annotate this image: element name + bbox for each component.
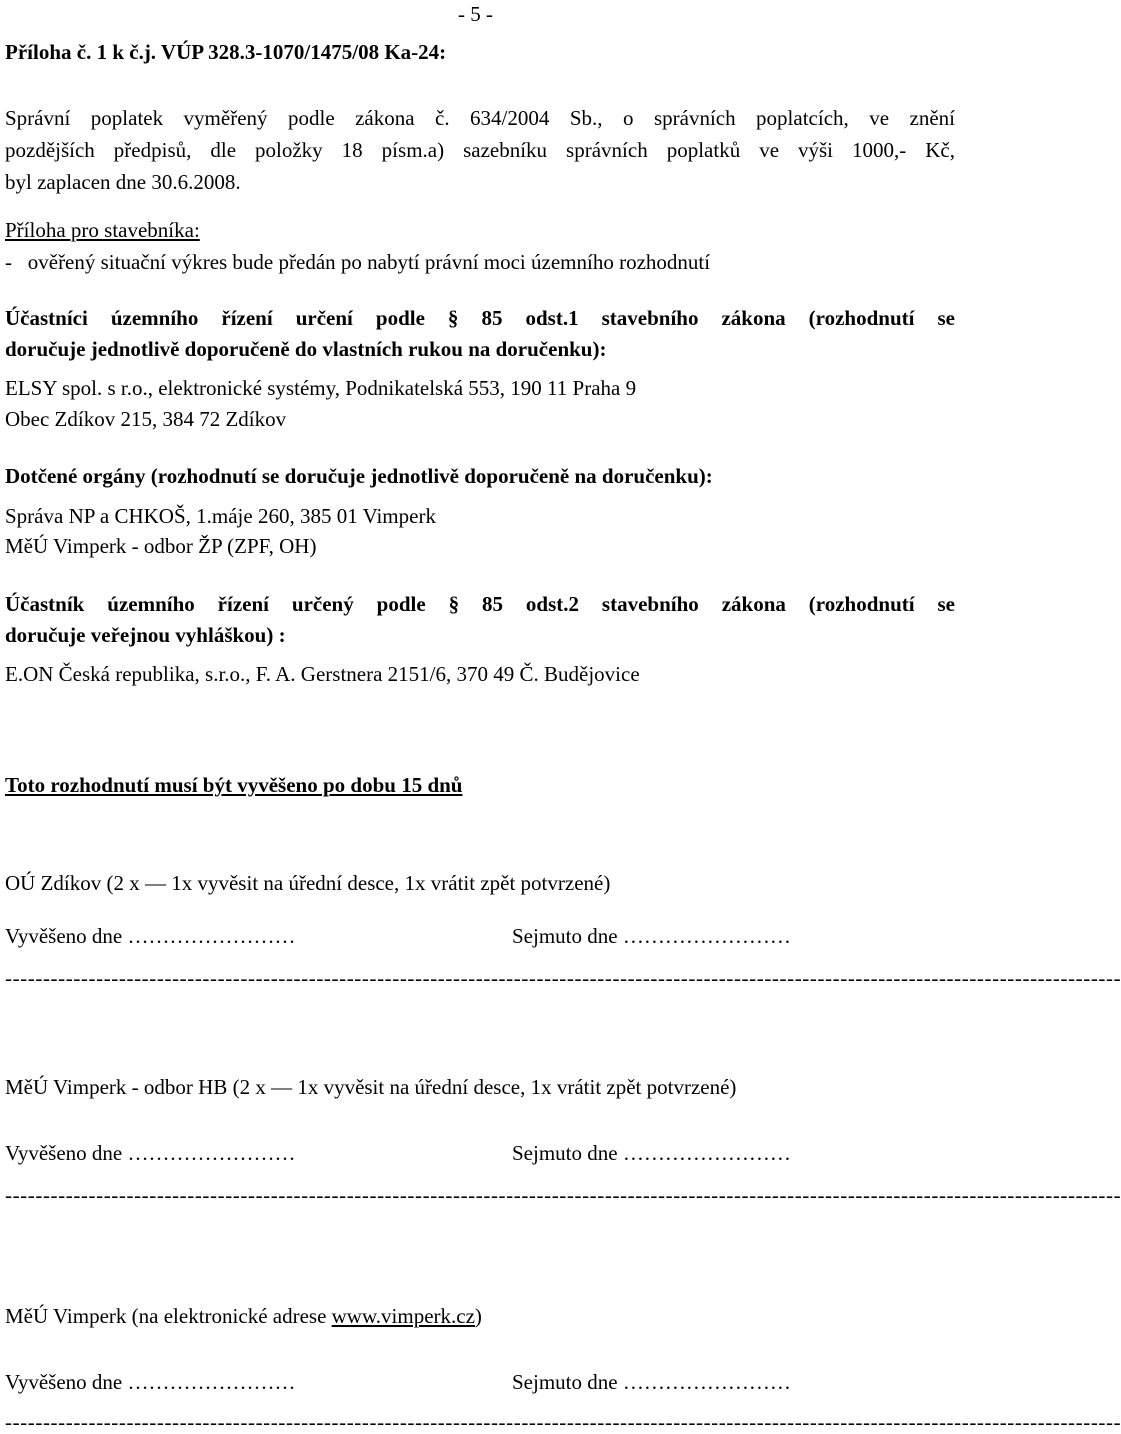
participant-obec-zdikov: Obec Zdíkov 215, 384 72 Zdíkov bbox=[5, 407, 287, 431]
posted-date-field: Vyvěšeno dne …………………… bbox=[5, 1141, 296, 1165]
participants-2-heading-line-1: Účastník územního řízení určený podle § 85 odst.2 stavebního zákona (rozhodnutí se bbox=[5, 592, 955, 616]
participants-2-heading-line-2: doručuje veřejnou vyhláškou) : bbox=[5, 623, 286, 647]
builder-attachment-item: - ověřený situační výkres bude předán po nabytí právní moci územního rozhodnutí bbox=[5, 250, 711, 274]
participant-elsy: ELSY spol. s r.o., elektronické systémy, Podnikatelská 553, 190 11 Praha 9 bbox=[5, 376, 637, 400]
fee-line-2: pozdějších předpisů, dle položky 18 písm.a) sazebníku správních poplatků ve výši 1000,- Kč, bbox=[5, 138, 955, 162]
office-prefix: MěÚ Vimperk (na elektronické adrese bbox=[5, 1304, 332, 1328]
authorities-heading: Dotčené orgány (rozhodnutí se doručuje jednotlivě doporučeně na doručenku): bbox=[5, 464, 713, 488]
authority-np-chkos: Správa NP a CHKOŠ, 1.máje 260, 385 01 Vimperk bbox=[5, 504, 436, 528]
separator-line: --------------------------------------------------------------------------------------------------------------------------------------------------- bbox=[5, 1183, 1121, 1207]
separator-line: --------------------------------------------------------------------------------------------------------------------------------------------------- bbox=[5, 966, 1121, 990]
participants-1-heading-line-1: Účastníci územního řízení určení podle § 85 odst.1 stavebního zákona (rozhodnutí se bbox=[5, 306, 955, 330]
separator-line: --------------------------------------------------------------------------------------------------------------------------------------------------- bbox=[5, 1410, 1121, 1434]
authority-meu-zp: MěÚ Vimperk - odbor ŽP (ZPF, OH) bbox=[5, 534, 317, 558]
removed-date-field: Sejmuto dne …………………… bbox=[512, 1370, 791, 1394]
fee-line-1: Správní poplatek vyměřený podle zákona č. 634/2004 Sb., o správních poplatcích, ve znění bbox=[5, 106, 955, 130]
participant-eon: E.ON Česká republika, s.r.o., F. A. Gerstnera 2151/6, 370 49 Č. Budějovice bbox=[5, 662, 640, 686]
builder-attachment-title: Příloha pro stavebníka: bbox=[5, 218, 200, 242]
posted-date-field: Vyvěšeno dne …………………… bbox=[5, 1370, 296, 1394]
posting-office-ou-zdikov: OÚ Zdíkov (2 x — 1x vyvěsit na úřední desce, 1x vrátit zpět potvrzené) bbox=[5, 871, 611, 895]
office-suffix: ) bbox=[474, 1304, 482, 1328]
participants-1-heading-line-2: doručuje jednotlivě doporučeně do vlastních rukou na doručenku): bbox=[5, 337, 607, 361]
removed-date-field: Sejmuto dne …………………… bbox=[512, 1141, 791, 1165]
posted-date-field: Vyvěšeno dne …………………… bbox=[5, 924, 296, 948]
removed-date-field: Sejmuto dne …………………… bbox=[512, 924, 791, 948]
posting-office-meu-hb: MěÚ Vimperk - odbor HB (2 x — 1x vyvěsit na úřední desce, 1x vrátit zpět potvrzené) bbox=[5, 1075, 737, 1099]
posting-office-meu-electronic bbox=[5, 1306, 482, 1327]
attachment-header: Příloha č. 1 k č.j. VÚP 328.3-1070/1475/08 Ka-24: bbox=[5, 40, 447, 64]
fee-line-3: byl zaplacen dne 30.6.2008. bbox=[5, 170, 241, 194]
page-number: - 5 - bbox=[458, 2, 493, 26]
website-link[interactable]: www.vimperk.cz bbox=[331, 1304, 475, 1328]
posting-notice: Toto rozhodnutí musí být vyvěšeno po dobu 15 dnů bbox=[5, 773, 463, 797]
